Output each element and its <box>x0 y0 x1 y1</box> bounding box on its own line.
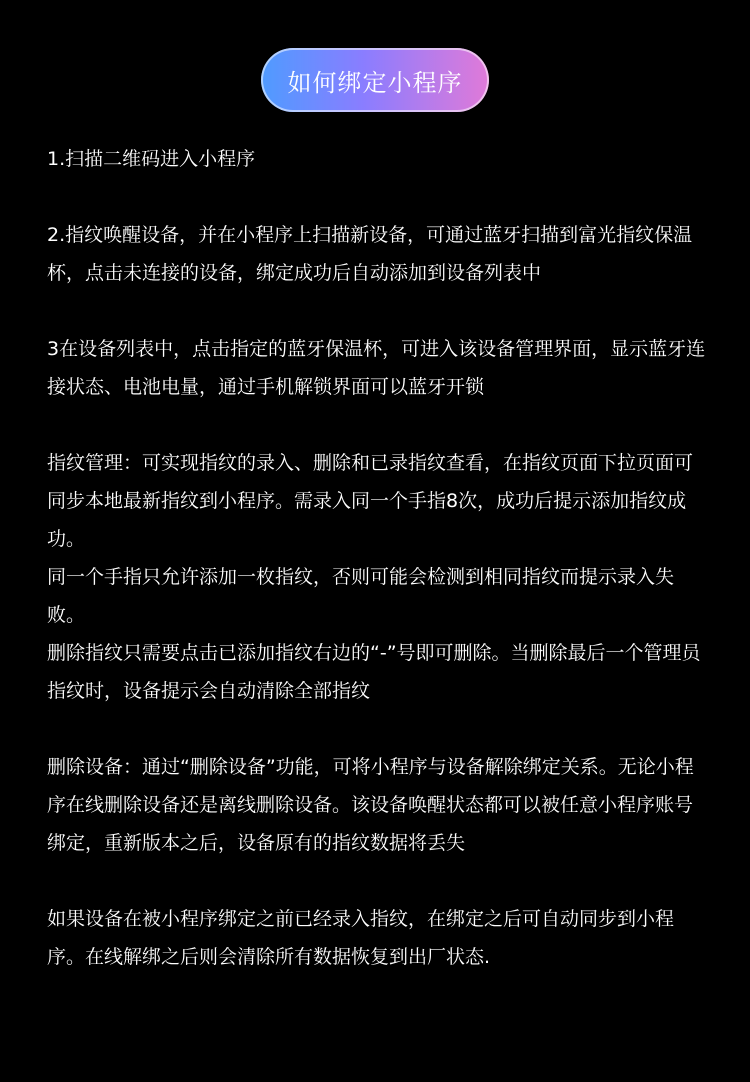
page-title: 如何绑定小程序 <box>261 48 489 112</box>
sync-note-text: 如果设备在被小程序绑定之前已经录入指纹，在绑定之后可自动同步到小程序。在线解绑之后则会清除所有数据恢复到出厂状态. <box>47 908 675 968</box>
delete-fingerprint-text: 删除指纹只需要点击已添加指纹右边的“-”号即可删除。当删除最后一个管理员指纹时，设备提示会自动清除全部指纹 <box>47 642 701 702</box>
delete-device-text: 删除设备：通过“删除设备”功能，可将小程序与设备解除绑定关系。无论小程序在线删除设备还是离线删除设备。该设备唤醒状态都可以被任意小程序账号绑定，重新版本之后，设备原有的指纹数据将丢失 <box>47 756 694 854</box>
step-3-text: 3在设备列表中，点击指定的蓝牙保温杯，可进入该设备管理界面，显示蓝牙连接状态、电池电量，通过手机解锁界面可以蓝牙开锁 <box>47 338 706 398</box>
spacer <box>47 862 707 900</box>
fingerprint-management-text: 指纹管理：可实现指纹的录入、删除和已录指纹查看，在指纹页面下拉页面可同步本地最新指纹到小程序。需录入同一个手指8次，成功后提示添加指纹成功。 <box>47 452 694 550</box>
step-2-text: 2.指纹唤醒设备，并在小程序上扫描新设备，可通过蓝牙扫描到富光指纹保温杯，点击未连接的设备，绑定成功后自动添加到设备列表中 <box>47 224 693 284</box>
spacer <box>47 406 707 444</box>
spacer <box>47 710 707 748</box>
same-finger-note-text: 同一个手指只允许添加一枚指纹，否则可能会检测到相同指纹而提示录入失败。 <box>47 566 675 626</box>
spacer <box>47 292 707 330</box>
instructions-content <box>47 140 707 976</box>
step-1-text: 1.扫描二维码进入小程序 <box>47 148 256 170</box>
spacer <box>47 178 707 216</box>
